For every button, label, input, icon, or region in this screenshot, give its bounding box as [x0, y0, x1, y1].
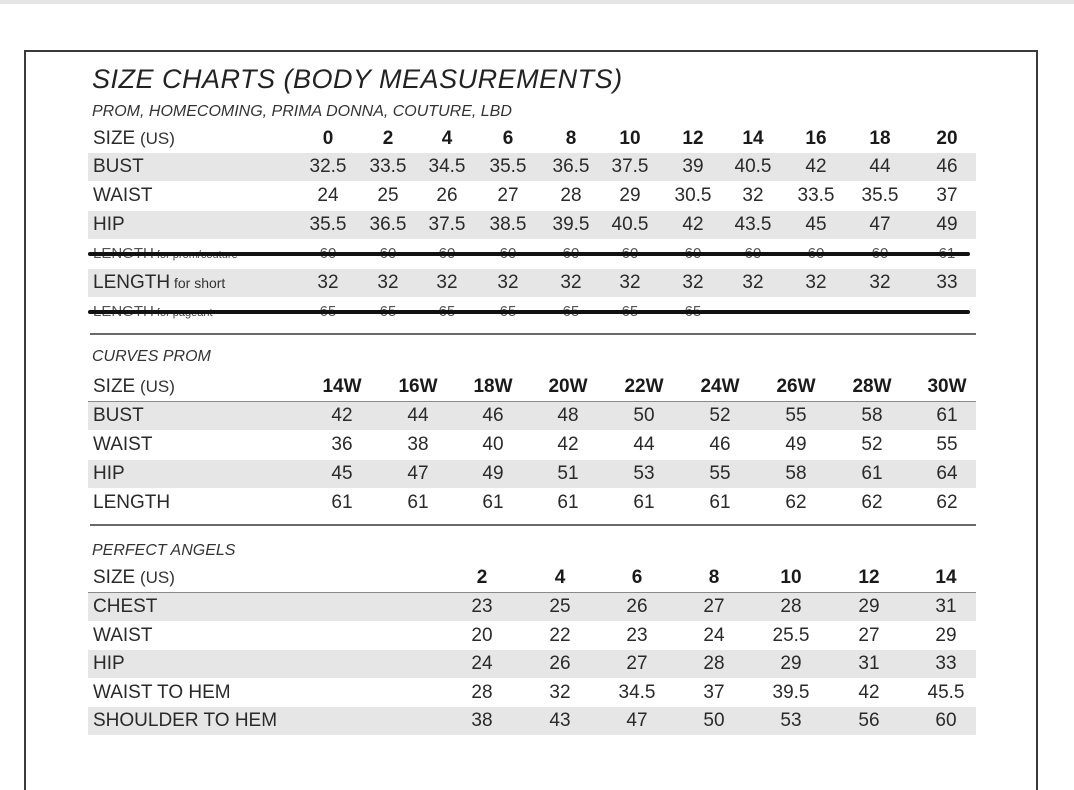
table-cell: 24: [317, 185, 339, 206]
table-cell: 61: [861, 463, 883, 484]
row-label: CHEST: [93, 596, 158, 617]
size-heading: 12: [682, 128, 704, 149]
table-cell: 28: [471, 681, 493, 703]
table-cell: 31: [935, 596, 957, 617]
table-cell: 47: [626, 710, 648, 732]
table-cell: 40.5: [734, 156, 772, 177]
table-cell: 52: [709, 405, 731, 426]
table-cell: 26: [626, 596, 648, 617]
table-cell: 51: [557, 463, 579, 484]
table-cell: 33.5: [797, 185, 835, 206]
table-cell: 20: [471, 624, 493, 646]
table-cell: 43: [549, 710, 571, 732]
size-heading: 12: [858, 567, 880, 588]
table-cell: 32: [682, 272, 704, 293]
row-label: WAIST: [93, 624, 153, 646]
table-cell: 55: [936, 434, 958, 455]
table-cell: 27: [703, 596, 725, 617]
size-heading: 14W: [322, 376, 362, 397]
curves-row-length: [88, 489, 976, 517]
table-cell: 44: [407, 405, 429, 426]
size-heading: 6: [502, 128, 514, 149]
size-heading: 20W: [548, 376, 588, 397]
table-cell: 60: [935, 710, 957, 732]
row-label: SIZE (US): [93, 567, 175, 588]
table-cell: 61: [482, 492, 504, 513]
table-cell: 35.5: [489, 156, 527, 177]
row-label: WAIST: [93, 434, 153, 455]
table-cell: 42: [805, 156, 827, 177]
table-cell: 26: [436, 185, 458, 206]
angels-row-chest: [88, 593, 976, 621]
table-cell: 37.5: [428, 214, 466, 235]
row-label: LENGTH: [93, 492, 171, 513]
table-cell: 29: [858, 596, 880, 617]
curves-row-hip: [88, 460, 976, 488]
prom-row-length: [88, 269, 976, 297]
table-cell: 47: [869, 214, 891, 235]
table-cell: 42: [682, 214, 704, 235]
table-cell: 25: [377, 185, 399, 206]
table-cell: 42: [557, 434, 579, 455]
size-heading: 2: [382, 128, 394, 149]
size-heading: 4: [441, 128, 453, 149]
table-cell: 25.5: [772, 624, 810, 646]
size-heading: 24W: [700, 376, 740, 397]
prom-row-waist: [88, 182, 976, 210]
size-heading: 10: [780, 567, 802, 588]
table-cell: 24: [703, 624, 725, 646]
row-label: SHOULDER TO HEM: [93, 710, 278, 732]
table-cell: 25: [549, 596, 571, 617]
table-cell: 29: [619, 185, 641, 206]
strikethrough-line: [88, 310, 970, 314]
table-cell: 36: [331, 434, 353, 455]
row-label: BUST: [93, 405, 144, 426]
table-cell: 53: [780, 710, 802, 732]
table-cell: 29: [935, 624, 957, 646]
page-title: SIZE CHARTS (BODY MEASUREMENTS): [92, 64, 623, 94]
table-cell: 34.5: [428, 156, 466, 177]
table-cell: 32.5: [309, 156, 347, 177]
table-cell: 49: [936, 214, 958, 235]
size-heading: 4: [554, 567, 566, 588]
row-label: SIZE (US): [93, 128, 175, 149]
table-cell: 32: [549, 681, 571, 703]
prom-size-header: [88, 125, 976, 154]
size-heading: 28W: [852, 376, 892, 397]
table-cell: 46: [709, 434, 731, 455]
table-cell: 39.5: [552, 214, 590, 235]
row-label: HIP: [93, 214, 125, 235]
size-heading: 6: [631, 567, 643, 588]
table-cell: 31: [858, 653, 880, 675]
table-cell: 48: [557, 405, 579, 426]
table-cell: 23: [471, 596, 493, 617]
prom-row-bust: [88, 153, 976, 181]
table-cell: 47: [407, 463, 429, 484]
table-cell: 38: [407, 434, 429, 455]
table-cell: 43.5: [734, 214, 772, 235]
size-heading: 16: [805, 128, 827, 149]
table-cell: 49: [785, 434, 807, 455]
size-unit: (US): [135, 377, 175, 396]
table-cell: 27: [497, 185, 519, 206]
table-cell: 23: [626, 624, 648, 646]
table-cell: 32: [377, 272, 399, 293]
table-cell: 32: [436, 272, 458, 293]
table-cell: 33.5: [369, 156, 407, 177]
table-cell: 45: [331, 463, 353, 484]
size-heading: 8: [708, 567, 720, 588]
row-label: HIP: [93, 653, 125, 675]
table-cell: 55: [785, 405, 807, 426]
table-cell: 28: [560, 185, 582, 206]
table-cell: 61: [331, 492, 353, 513]
size-unit: (US): [135, 129, 175, 148]
top-bar: [0, 0, 1074, 4]
table-cell: 32: [497, 272, 519, 293]
size-heading: 8: [565, 128, 577, 149]
size-heading: 26W: [776, 376, 816, 397]
row-label: LENGTH for short: [93, 272, 226, 293]
curves-size-header: [88, 373, 976, 402]
table-cell: 58: [785, 463, 807, 484]
row-label: HIP: [93, 463, 125, 484]
angels-row-hip: [88, 650, 976, 678]
table-cell: 49: [482, 463, 504, 484]
table-cell: 27: [858, 624, 880, 646]
table-cell: 38: [471, 710, 493, 732]
curves-row-waist: [88, 431, 976, 459]
table-cell: 27: [626, 653, 648, 675]
row-label: WAIST TO HEM: [93, 681, 231, 703]
table-cell: 37: [936, 185, 958, 206]
table-cell: 36.5: [369, 214, 407, 235]
row-note: for short: [170, 275, 226, 291]
size-heading: 22W: [624, 376, 664, 397]
angels-row-shoulder-to-hem: [88, 707, 976, 735]
row-label: WAIST: [93, 185, 153, 206]
table-cell: 62: [861, 492, 883, 513]
section-title-angels: PERFECT ANGELS: [92, 542, 236, 559]
size-heading: 10: [619, 128, 641, 149]
curves-row-bust: [88, 402, 976, 430]
table-cell: 34.5: [618, 681, 656, 703]
size-unit: (US): [135, 568, 175, 587]
table-cell: 32: [742, 272, 764, 293]
size-heading: 14: [742, 128, 764, 149]
size-heading: 14: [935, 567, 957, 588]
table-cell: 33: [935, 653, 957, 675]
prom-row-hip: [88, 211, 976, 239]
table-cell: 29: [780, 653, 802, 675]
table-cell: 39: [682, 156, 704, 177]
table-cell: 50: [703, 710, 725, 732]
table-cell: 33: [936, 272, 958, 293]
table-cell: 39.5: [772, 681, 810, 703]
row-label: SIZE (US): [93, 376, 175, 397]
strikethrough-line: [88, 252, 970, 256]
table-cell: 36.5: [552, 156, 590, 177]
table-cell: 53: [633, 463, 655, 484]
size-heading: 30W: [927, 376, 967, 397]
table-cell: 50: [633, 405, 655, 426]
section-divider: [90, 333, 976, 335]
table-cell: 28: [703, 653, 725, 675]
table-cell: 46: [936, 156, 958, 177]
table-cell: 28: [780, 596, 802, 617]
size-heading: 2: [476, 567, 488, 588]
table-cell: 44: [633, 434, 655, 455]
table-cell: 38.5: [489, 214, 527, 235]
angels-size-header: [88, 564, 976, 593]
table-cell: 35.5: [861, 185, 899, 206]
table-cell: 32: [317, 272, 339, 293]
table-cell: 44: [869, 156, 891, 177]
angels-row-waist: [88, 622, 976, 650]
size-heading: 18W: [473, 376, 513, 397]
table-cell: 64: [936, 463, 958, 484]
table-cell: 42: [858, 681, 880, 703]
size-heading: 16W: [398, 376, 438, 397]
table-cell: 32: [869, 272, 891, 293]
table-cell: 32: [619, 272, 641, 293]
table-cell: 62: [936, 492, 958, 513]
table-cell: 56: [858, 710, 880, 732]
table-cell: 32: [742, 185, 764, 206]
table-cell: 61: [709, 492, 731, 513]
size-heading: 0: [322, 128, 334, 149]
table-cell: 40: [482, 434, 504, 455]
table-cell: 42: [331, 405, 353, 426]
table-cell: 37.5: [611, 156, 649, 177]
table-cell: 30.5: [674, 185, 712, 206]
table-cell: 61: [633, 492, 655, 513]
table-cell: 46: [482, 405, 504, 426]
table-cell: 35.5: [309, 214, 347, 235]
table-cell: 55: [709, 463, 731, 484]
table-cell: 61: [557, 492, 579, 513]
table-cell: 26: [549, 653, 571, 675]
table-cell: 24: [471, 653, 493, 675]
size-heading: 20: [936, 128, 958, 149]
table-cell: 40.5: [611, 214, 649, 235]
table-cell: 45.5: [927, 681, 965, 703]
table-cell: 52: [861, 434, 883, 455]
angels-row-waist-to-hem: [88, 679, 976, 707]
table-cell: 45: [805, 214, 827, 235]
table-cell: 37: [703, 681, 725, 703]
table-cell: 32: [805, 272, 827, 293]
size-heading: 18: [869, 128, 891, 149]
row-label: BUST: [93, 156, 144, 177]
table-cell: 61: [407, 492, 429, 513]
table-cell: 61: [936, 405, 958, 426]
table-cell: 62: [785, 492, 807, 513]
page-subtitle: PROM, HOMECOMING, PRIMA DONNA, COUTURE, LBD: [92, 103, 512, 120]
table-cell: 22: [549, 624, 571, 646]
section-divider: [90, 524, 976, 526]
table-cell: 32: [560, 272, 582, 293]
section-title-curves: CURVES PROM: [92, 348, 211, 365]
table-cell: 58: [861, 405, 883, 426]
